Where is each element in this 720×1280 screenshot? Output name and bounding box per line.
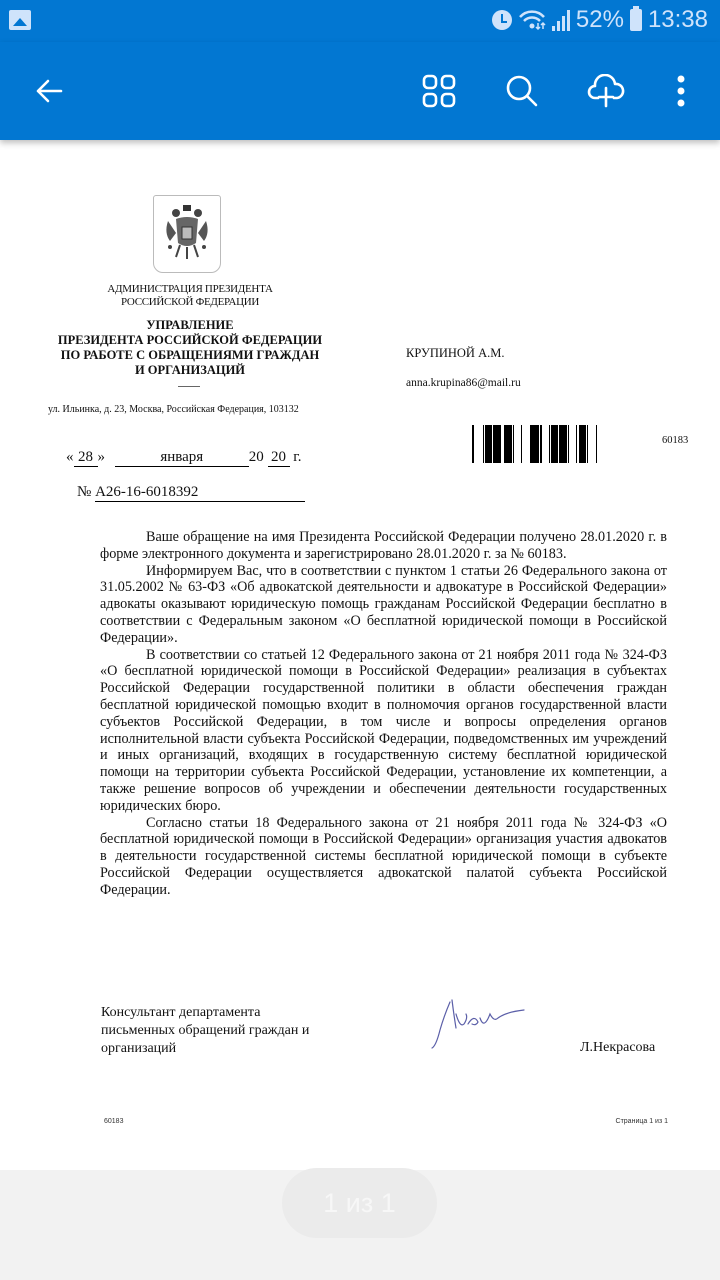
signal-icon [552, 9, 570, 31]
department-name [45, 318, 335, 378]
admin-line: РОССИЙСКОЙ ФЕДЕРАЦИИ [120, 296, 260, 308]
barcode-bar [504, 425, 512, 463]
arrow-left-icon [34, 76, 64, 106]
search-button[interactable] [497, 66, 547, 116]
barcode-bar [596, 425, 598, 463]
coat-of-arms-emblem [153, 195, 221, 273]
battery-icon [630, 9, 642, 31]
back-button[interactable] [24, 66, 74, 116]
footer-page-count: Страница 1 из 1 [615, 1118, 668, 1125]
barcode-bar [559, 425, 567, 463]
clock: 13:38 [647, 6, 708, 33]
dept-line: ПРЕЗИДЕНТА РОССИЙСКОЙ ФЕДЕРАЦИИ [57, 333, 323, 347]
barcode-bar [569, 425, 577, 463]
handwritten-signature [428, 996, 528, 1052]
battery-percent: 52% [575, 6, 624, 33]
status-icons [492, 6, 708, 34]
barcode-bar [493, 425, 501, 463]
status-bar [0, 0, 720, 42]
double-headed-eagle-icon [162, 203, 212, 265]
admin-line: АДМИНИСТРАЦИЯ ПРЕЗИДЕНТА [107, 283, 273, 295]
barcode [472, 425, 647, 463]
paragraph: Информируем Вас, что в соответствии с пунктом 1 статьи 26 Федерального закона от 31.05.2002 № 63-ФЗ «Об адвокатской деятельности и адвокатуре в Российской Федерации» адвокаты оказывают юридическую помощь гражданам Российской Федерации бесплатно в соответствии с Федеральным законом «О бесплатной юридической помощи в Российской Федерации». [100, 562, 667, 646]
signer-line: Консультант департамента [101, 1005, 261, 1020]
dept-line: И ОРГАНИЗАЦИЙ [134, 363, 246, 377]
number-sign: № [77, 484, 92, 500]
barcode-bar [475, 425, 483, 463]
grid-icon [422, 74, 456, 108]
header-divider [178, 386, 200, 387]
page-indicator: 1 из 1 [282, 1168, 437, 1238]
registration-number [77, 484, 305, 502]
barcode-bar [542, 425, 550, 463]
registration-number-value: А26-16-6018392 [95, 484, 305, 502]
cloud-upload-icon [587, 74, 625, 108]
quote-open: « [66, 449, 74, 465]
thumbnails-button[interactable] [414, 66, 464, 116]
administration-name [90, 283, 290, 309]
barcode-bar [485, 425, 493, 463]
barcode-bar [551, 425, 559, 463]
date-year-suffix: 20 [268, 449, 290, 467]
signer-line: письменных обращений граждан и [101, 1023, 310, 1038]
alarm-icon [492, 10, 512, 30]
date-year-prefix: 20 [248, 449, 264, 465]
paragraph: Согласно статьи 18 Федерального закона от 21 ноября 2011 года № 324-ФЗ «О бесплатной юридической помощи в Российской Федерации» организация участия адвокатов в деятельности государственной системы бесплатной юридической помощи в субъекте Российской Федерации осуществляется адвокатской палатой субъекта Российской Федерации. [100, 814, 667, 898]
more-vertical-icon [676, 74, 686, 108]
document-page [0, 140, 720, 1170]
sender-address: ул. Ильинка, д. 23, Москва, Российская Федерация, 103132 [48, 404, 299, 415]
barcode-bar [531, 425, 539, 463]
paragraph: В соответствии со статьей 12 Федерального закона от 21 ноября 2011 года № 324-ФЗ «О бесплатной юридической помощи в Российской Федерации» реализация в субъектах Российской Федерации государственной политики в области обеспечения граждан бесплатной юридической помощью входит в полномочия органов государственной власти субъектов Российской Федерации, в том числе и вопросы определения органов исполнительной власти субъекта Российской Федерации, подведомственных им учреждений и иных организаций, входящих в государственную систему бесплатной юридической помощи на территории субъекта Российской Федерации, установление их компетенции, а также решение вопросов об учреждении и обеспечении деятельности государственных юридических бюро. [100, 646, 667, 814]
gallery-icon [9, 10, 31, 30]
dept-line: ПО РАБОТЕ С ОБРАЩЕНИЯМИ ГРАЖДАН [60, 348, 320, 362]
signer-name: Л.Некрасова [580, 1040, 656, 1055]
barcode-number: 60183 [662, 435, 689, 446]
barcode-bar [588, 425, 596, 463]
footer-doc-number: 60183 [104, 1118, 124, 1125]
quote-close: » [97, 449, 105, 465]
more-options-button[interactable] [656, 66, 706, 116]
barcode-bar [579, 425, 587, 463]
recipient-name: КРУПИНОЙ А.М. [406, 346, 505, 360]
search-icon [504, 73, 540, 109]
paragraph: Ваше обращение на имя Президента Российской Федерации получено 28.01.2020 г. в форме электронного документа и зарегистрировано 28.01.2020 г. за № 60183. [100, 529, 667, 562]
date-month: января [115, 449, 249, 467]
date-day: 28 [74, 449, 98, 467]
barcode-bar [514, 425, 522, 463]
dept-line: УПРАВЛЕНИЕ [146, 318, 234, 332]
signer-line: организаций [101, 1041, 177, 1056]
date-year-mark: г. [293, 449, 302, 465]
upload-button[interactable] [581, 66, 631, 116]
letter-date [66, 449, 301, 467]
letter-body [100, 529, 667, 899]
barcode-bar [522, 425, 530, 463]
recipient-email: anna.krupina86@mail.ru [406, 377, 521, 389]
app-bar [0, 42, 720, 140]
wifi-icon [518, 9, 546, 31]
signer-position [101, 1004, 309, 1058]
